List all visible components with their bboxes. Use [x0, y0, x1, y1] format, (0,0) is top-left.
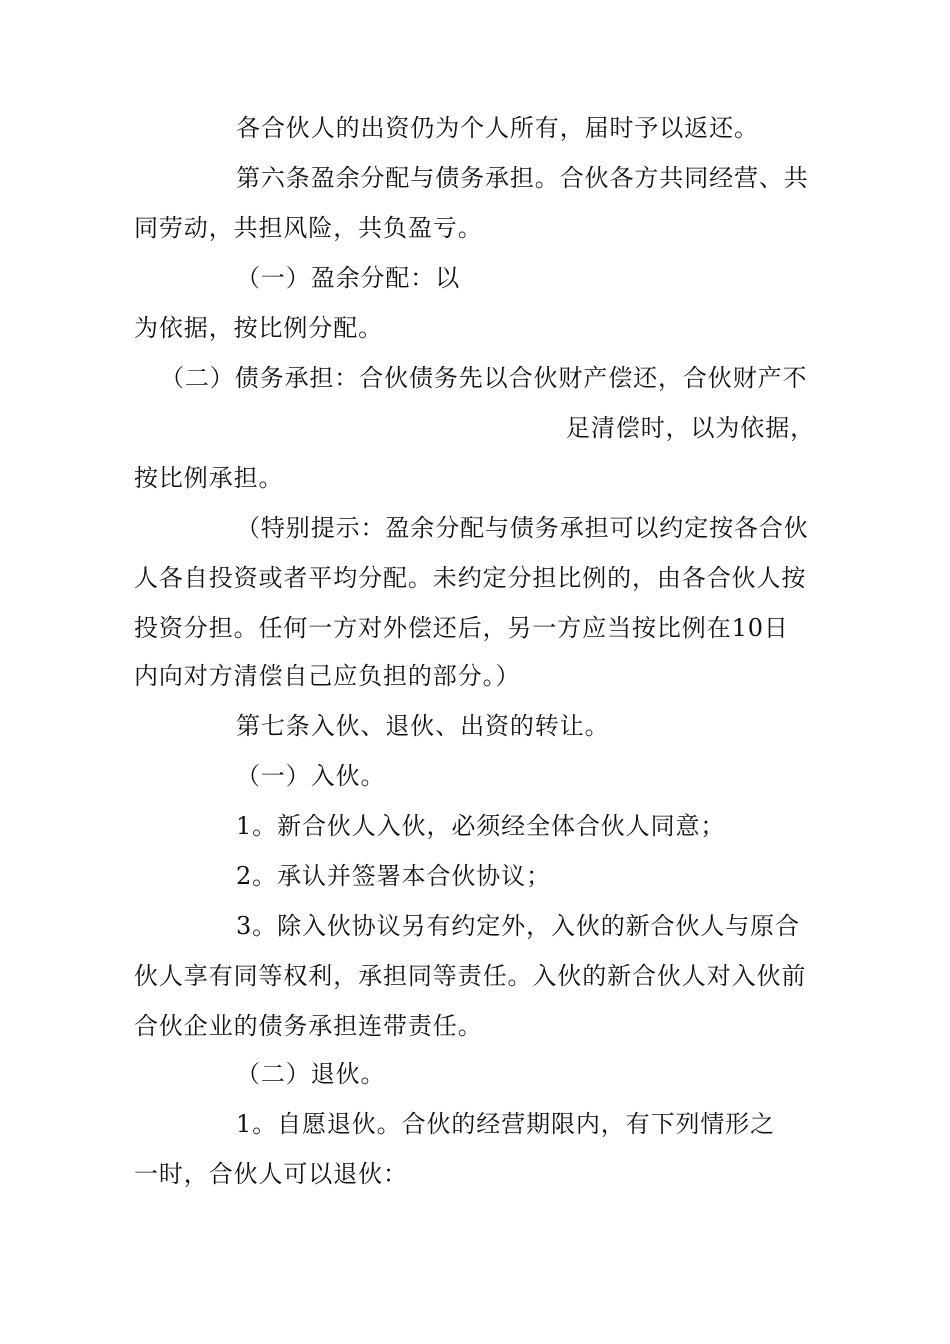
list-item: 3。除入伙协议另有约定外，入伙的新合伙人与原合: [236, 912, 800, 940]
text-line: 按比例承担。: [134, 464, 284, 492]
text-line: （二）债务承担：合伙债务先以合伙财产偿还，合伙财产不: [160, 364, 808, 392]
text-line: 为依据，按比例分配。: [134, 314, 383, 342]
text-line: 同劳动，共担风险，共负盈亏。: [134, 214, 483, 242]
list-item: 1。新合伙人入伙，必须经全体合伙人同意；: [236, 812, 726, 840]
text-line: （特别提示：盈余分配与债务承担可以约定按各合伙: [236, 514, 809, 542]
section-heading: 第七条入伙、退伙、出资的转让。: [236, 712, 610, 740]
text-line: 足清偿时，以为依据，: [566, 414, 815, 442]
text-line: 合伙企业的债务承担连带责任。: [134, 1012, 483, 1040]
text-line: （一）盈余分配：以: [236, 264, 461, 292]
text-line: 人各自投资或者平均分配。未约定分担比例的，由各合伙人按: [134, 564, 807, 592]
text-line: 各合伙人的出资仍为个人所有，届时予以返还。: [236, 114, 759, 142]
text-line: 投资分担。任何一方对外偿还后，另一方应当按比例在10日: [134, 614, 789, 642]
text-line: 第六条盈余分配与债务承担。合伙各方共同经营、共: [236, 164, 809, 192]
subsection-heading: （二）退伙。: [236, 1060, 386, 1088]
text-line: 内向对方清偿自己应负担的部分。）: [134, 662, 521, 690]
list-item: 2。承认并签署本合伙协议；: [236, 862, 551, 890]
text-line: 伙人享有同等权利，承担同等责任。入伙的新合伙人对入伙前: [134, 962, 807, 990]
list-item: 1。自愿退伙。合伙的经营期限内，有下列情形之: [236, 1110, 776, 1138]
subsection-heading: （一）入伙。: [236, 762, 386, 790]
text-line: 一时，合伙人可以退伙：: [134, 1160, 408, 1188]
